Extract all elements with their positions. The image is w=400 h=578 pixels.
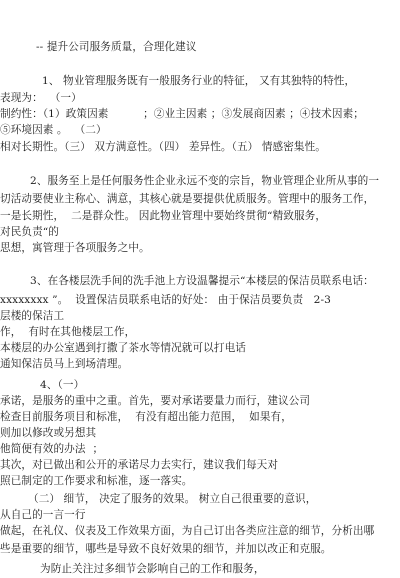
paragraph-line: 些是重要的细节，哪些是导致不良好效果的细节，并加以改正和克服。 [0,543,332,555]
paragraph-line: xxxxxxxx ”。 设置保洁员联系电话的好处： 由于保洁员要负责 2-3 [0,294,332,306]
paragraph-line: 为防止关注过多细节会影响自己的工作和服务， [40,563,265,575]
paragraph-line: 从自己的一言一行 [0,509,86,521]
paragraph-line: 做起，在礼仪、仪表及工作效果方面，为自己订出各类应注意的细节，分析出哪 [0,525,375,537]
paragraph-line: 作， 有时在其他楼层工作， [0,326,136,338]
paragraph-line: 4、（一） [40,379,85,391]
paragraph-line: 制约性：（1）政策因素 ；②业主因素 ；③发展商因素 ；④技术因素； [0,108,364,120]
paragraph-line: ⑤环境因素 。 （二） [0,124,107,136]
paragraph-line: 他简便有效的办法 ； [0,443,104,455]
doc-title: -- 提升公司服务质量，合理化建议 [36,41,197,53]
paragraph-line: 2、服务至上是任何服务性企业永远不变的宗旨，物业管理企业所从事的一 [30,175,380,187]
paragraph-line: 思想，寓管理于各项服务之中。 [0,242,150,254]
paragraph-line: 表现为： （一） [0,92,82,104]
paragraph-line: 其次，对已做出和公开的承诺尽力去实行，建议我们每天对 [0,459,279,471]
paragraph-line: 承诺，是服务的重中之重。首先，要对承诺要量力而行，建议公司 [0,395,311,407]
paragraph-line: 对民负责“的 [0,226,59,238]
paragraph-line: 一是长期性， 二是群众性。 因此物业管理中要始终贯彻“精致服务， [0,210,327,222]
paragraph-line: 本楼层的办公室遇到打撒了茶水等情况就可以打电话 [0,342,246,354]
paragraph-line: 层楼的保洁工 [0,310,65,322]
paragraph-line: 照已制定的工作要求和标准，逐一落实。 [0,475,193,487]
paragraph-line: （二） 细节， 决定了服务的效果。 树立自己很重要的意识， [28,493,317,505]
paragraph-line: 相对长期性。（三） 双方满意性。（四） 差异性。（五） 情感密集性。 [0,141,327,153]
paragraph-line: 切活动要使业主称心、满意，其核心就是要提供优质服务。管理中的服务工作， [0,193,375,205]
paragraph-line: 检查目前服务项目和标准， 有没有超出能力范围， 如果有， [0,411,292,423]
paragraph-line: 1、 物业管理服务既有一般服务行业的特征， 又有其独特的特性， [42,75,356,87]
paragraph-line: 通知保洁员马上到场清理。 [0,358,129,370]
paragraph-line: 3、在各楼层洗手间的洗手池上方设温馨提示“本楼层的保洁员联系电话： [30,275,374,287]
paragraph-line: 则加以修改或另想其 [0,427,97,439]
